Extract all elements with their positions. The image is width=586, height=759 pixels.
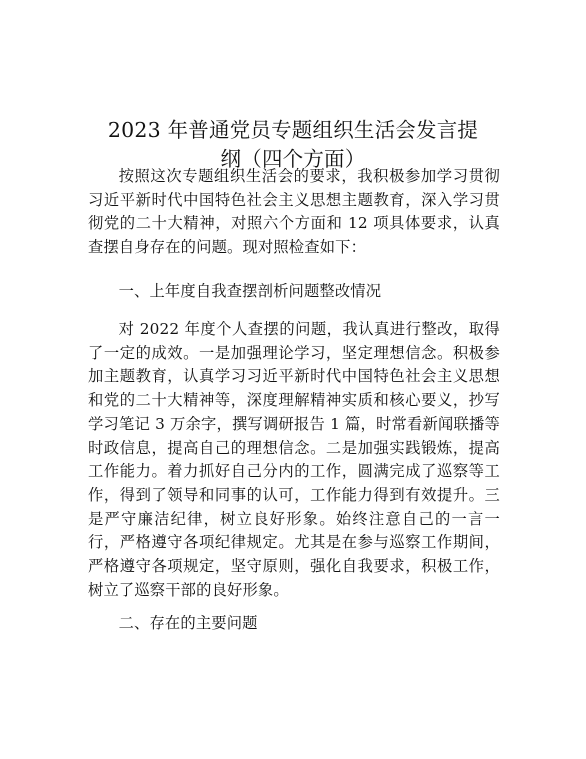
intro-paragraph: 按照这次专题组织生活会的要求，我积极参加学习贯彻习近平新时代中国特色社会主义思想主题教育，深入学习贯彻党的二十大精神，对照六个方面和 12 项具体要求，认真查摆自身存在的问题。现对照检查如下： <box>88 167 500 257</box>
document-title: 2023 年普通党员专题组织生活会发言提纲（四个方面） <box>107 117 479 171</box>
section-one-heading: 一、上年度自我查摆剖析问题整改情况 <box>118 282 382 300</box>
section-one-paragraph: 对 2022 年度个人查摆的问题，我认真进行整改，取得了一定的成效。一是加强理论学习，坚定理想信念。积极参加主题教育，认真学习习近平新时代中国特色社会主义思想和党的二十大精神等，深度理解精神实质和核心要义，抄写学习笔记 3 万余字，撰写调研报告 1 篇，时常看新闻联播等时政信息，提高自己的理想信念。二是加强实践锻炼，提高工作能力。着力抓好自己分内的工作，圆满完成了巡察等工作，得到了领导和同事的认可，工作能力得到有效提升。三是严守廉洁纪律，树立良好形象。始终注意自己的一言一行，严格遵守各项纪律规定。尤其是在参与巡察工作期间，严格遵守各项规定，坚守原则，强化自我要求，积极工作，树立了巡察干部的良好形象。 <box>88 320 500 599</box>
section-two-heading: 二、存在的主要问题 <box>118 614 258 632</box>
